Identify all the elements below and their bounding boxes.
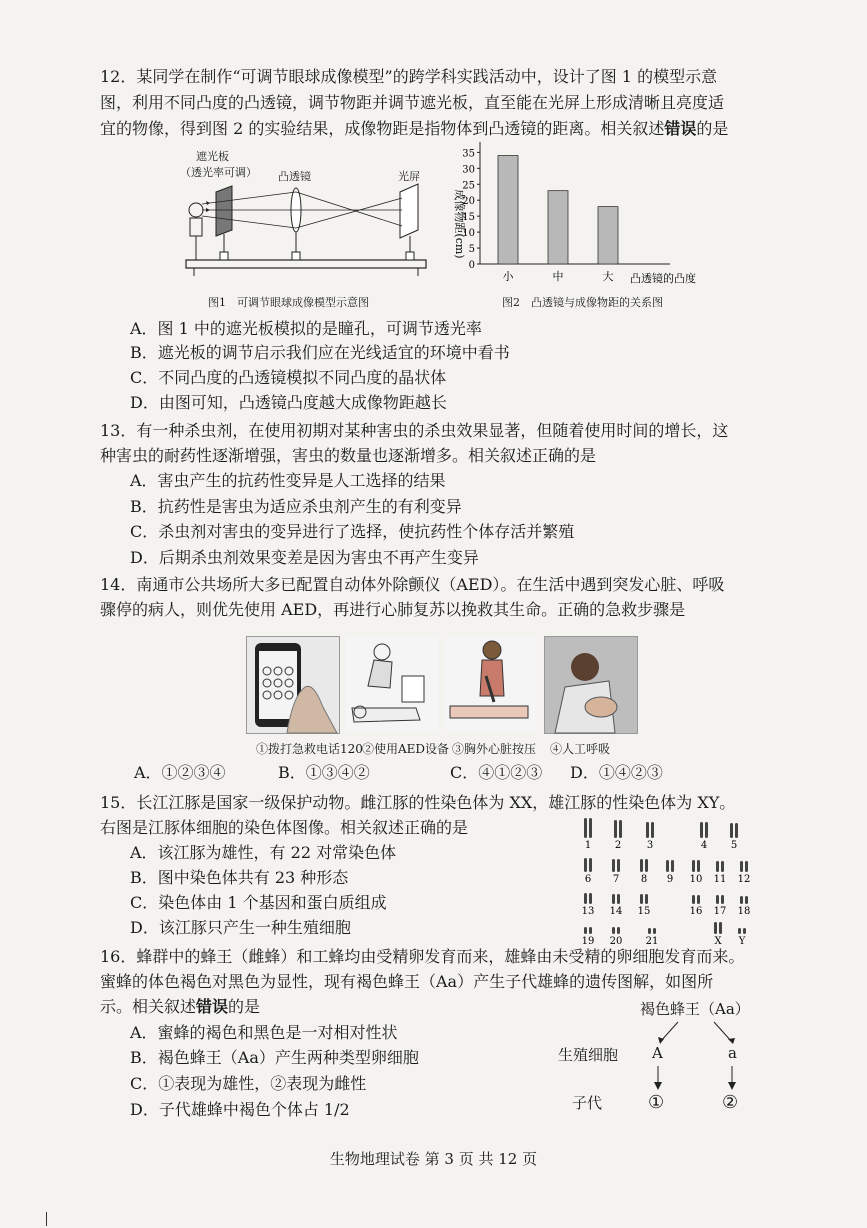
chart-category-label: 中 xyxy=(552,270,564,283)
q14-option-b[interactable]: B．①③④② xyxy=(278,763,370,782)
diagram-gamete-A: A xyxy=(652,1044,663,1062)
q13-option-a[interactable]: A．害虫产生的抗药性变异是人工选择的结果 xyxy=(130,471,446,490)
chromosome-label: 11 xyxy=(713,874,727,885)
chromosome-pair xyxy=(730,823,738,838)
chromosome-label: 4 xyxy=(700,840,708,851)
chart-ytick-label: 25 xyxy=(462,180,475,192)
figure-2-bar-chart xyxy=(440,136,730,296)
chromosome-label: 6 xyxy=(584,874,592,885)
rescue-breath-icon xyxy=(545,637,637,733)
chart-category-label: 小 xyxy=(502,270,514,283)
chromosome-label: 21 xyxy=(645,936,659,947)
chromosome-label: 13 xyxy=(581,906,595,917)
q12-option-a[interactable]: A．图 1 中的遮光板模拟的是瞳孔，可调节透光率 xyxy=(130,319,482,338)
figure-1-eye-model xyxy=(180,148,440,288)
eye-model-drawing xyxy=(180,148,440,288)
chromosome-label: 16 xyxy=(689,906,703,917)
figure-2-caption: 图2 凸透镜与成像物距的关系图 xyxy=(502,296,663,309)
q13-option-c[interactable]: C．杀虫剂对害虫的变异进行了选择，使抗药性个体存活并繁殖 xyxy=(130,522,575,541)
chromosome-pair xyxy=(584,893,592,904)
chromosome-label: 1 xyxy=(584,840,592,851)
chromosome-pair xyxy=(692,895,700,904)
margin-mark xyxy=(46,1212,47,1226)
q16-option-d[interactable]: D．子代雄蜂中褐色个体占 1/2 xyxy=(130,1100,350,1119)
chart-ytick-label: 30 xyxy=(462,164,475,176)
q16-stem-line2: 蜜蜂的体色褐色对黑色为显性，现有褐色蜂王（Aa）产生子代雄蜂的遗传图解，如图所 xyxy=(100,972,714,991)
chromosome-label: 17 xyxy=(713,906,727,917)
chromosome-pair xyxy=(584,858,592,872)
chromosome-label: 8 xyxy=(640,874,648,885)
chromosome-pair xyxy=(666,860,674,872)
chromosome-pair xyxy=(612,859,620,872)
chromosome-pair xyxy=(648,928,656,934)
diagram-offspring-2: ② xyxy=(722,1092,739,1113)
q15-stem-line2: 右图是江豚体细胞的染色体图像。相关叙述正确的是 xyxy=(100,818,469,837)
chromosome-pair xyxy=(716,861,724,872)
chromosome-pair xyxy=(716,895,724,904)
phone-icon xyxy=(247,637,339,733)
chromosome-label: Y xyxy=(738,936,746,947)
q12-stem-line1: 12．某同学在制作“可调节眼球成像模型”的跨学科实践活动中，设计了图 1 的模型示意 xyxy=(100,67,718,86)
q14-stem-line2: 骤停的病人，则优先使用 AED，再进行心肺复苏以挽救其生命。正确的急救步骤是 xyxy=(100,600,686,619)
chart-bar xyxy=(498,156,518,264)
photo-rescue-breathing xyxy=(544,636,638,734)
chromosome-pair xyxy=(714,922,722,934)
figure-1-caption: 图1 可调节眼球成像模型示意图 xyxy=(208,296,369,309)
q16-keyword-wrong: 错误 xyxy=(196,997,229,1016)
chromosome-pair xyxy=(612,927,620,934)
photo-aed xyxy=(346,636,438,732)
chart-ytick-label: 10 xyxy=(462,228,475,240)
chart-ytick-label: 35 xyxy=(462,148,475,160)
q12-option-d[interactable]: D．由图可知，凸透镜凸度越大成像物距越长 xyxy=(130,393,447,412)
q12-stem-line3: 宜的物像，得到图 2 的实验结果，成像物距是指物体到凸透镜的距离。相关叙述错误的是 xyxy=(100,119,729,138)
chromosome-pair xyxy=(614,820,622,838)
q12-stem-line2: 图，利用不同凸度的凸透镜，调节物距并调节遮光板，直至能在光屏上形成清晰且亮度适 xyxy=(100,93,725,112)
q14-option-c[interactable]: C．④①②③ xyxy=(450,763,543,782)
photo-cpr xyxy=(444,636,536,732)
label-shade: 遮光板 xyxy=(196,150,229,163)
chromosome-label: 2 xyxy=(614,840,622,851)
diagram-offspring-1: ① xyxy=(648,1092,665,1113)
q14-caption-3: ③胸外心脏按压 xyxy=(452,742,537,756)
photo-phone-call xyxy=(246,636,340,734)
chromosome-pair xyxy=(740,896,748,904)
chromosome-label: 14 xyxy=(609,906,623,917)
q16-option-c[interactable]: C．①表现为雄性，②表现为雌性 xyxy=(130,1074,367,1093)
q13-stem-line2: 种害虫的耐药性逐渐增强，害虫的数量也逐渐增多。相关叙述正确的是 xyxy=(100,446,597,465)
q15-option-b[interactable]: B．图中染色体共有 23 种形态 xyxy=(130,868,349,887)
aed-device-icon xyxy=(346,636,438,732)
chart-xlabel: 凸透镜的凸度 xyxy=(630,272,696,285)
chromosome-label: 5 xyxy=(730,840,738,851)
diagram-offspring-row-label: 子代 xyxy=(572,1094,603,1112)
karyotype-figure xyxy=(572,814,772,947)
q15-stem-line1: 15．长江江豚是国家一级保护动物。雌江豚的性染色体为 XX，雄江豚的性染色体为 XY。 xyxy=(100,793,736,812)
chromosome-label: 7 xyxy=(612,874,620,885)
page-footer: 生物地理试卷 第 3 页 共 12 页 xyxy=(329,1150,538,1168)
q14-caption-2: ②使用AED设备 xyxy=(362,742,450,756)
q12-option-b[interactable]: B．遮光板的调节启示我们应在光线适宜的环境中看书 xyxy=(130,343,510,362)
diagram-gamete-row-label: 生殖细胞 xyxy=(558,1046,619,1064)
q14-caption-4: ④人工呼吸 xyxy=(550,742,611,756)
chromosome-pair xyxy=(700,822,708,838)
q14-option-d[interactable]: D．①④②③ xyxy=(570,763,663,782)
chart-ytick-label: 20 xyxy=(462,196,475,208)
q13-option-b[interactable]: B．抗药性是害虫为适应杀虫剂产生的有利变异 xyxy=(130,497,462,516)
chromosome-label: 3 xyxy=(646,840,654,851)
chromosome-pair xyxy=(640,894,648,904)
q16-stem-line1: 16．蜂群中的蜂王（雌蜂）和工蜂均由受精卵发育而来，雄蜂由未受精的卵细胞发育而来。 xyxy=(100,947,745,966)
label-lens: 凸透镜 xyxy=(278,170,311,183)
genetic-diagram xyxy=(548,998,788,1120)
chromosome-label: 9 xyxy=(666,874,674,885)
chromosome-pair xyxy=(738,928,746,934)
diagram-arrows xyxy=(548,998,788,1120)
q15-option-a[interactable]: A．该江豚为雄性，有 22 对常染色体 xyxy=(130,843,397,862)
q16-stem-line3: 示。相关叙述错误的是 xyxy=(100,997,261,1016)
chart-category-label: 大 xyxy=(602,270,614,283)
chromosome-pair xyxy=(692,860,700,872)
cpr-icon xyxy=(444,636,536,732)
chromosome-pair xyxy=(646,822,654,838)
chart-ylabel: 成像物距(cm) xyxy=(453,189,466,259)
chromosome-label: 18 xyxy=(737,906,751,917)
q12-keyword-wrong: 错误 xyxy=(664,119,697,138)
diagram-parent: 褐色蜂王（Aa） xyxy=(640,1000,750,1018)
q14-caption-1: ①拨打急救电话120 xyxy=(256,742,363,756)
diagram-gamete-a: a xyxy=(728,1044,737,1062)
chart-bar xyxy=(548,191,568,264)
chart-ytick-label: 0 xyxy=(468,260,475,271)
q16-option-b[interactable]: B．褐色蜂王（Aa）产生两种类型卵细胞 xyxy=(130,1048,419,1067)
chromosome-pair xyxy=(584,927,592,934)
chromosome-pair xyxy=(740,861,748,872)
q15-option-d[interactable]: D．该江豚只产生一种生殖细胞 xyxy=(130,918,351,937)
chromosome-label: 12 xyxy=(737,874,751,885)
chromosome-pair xyxy=(640,859,648,872)
chromosome-label: X xyxy=(714,936,722,947)
chromosome-label: 15 xyxy=(637,906,651,917)
label-shade-sub: （透光率可调） xyxy=(180,166,257,179)
chart-ytick-label: 15 xyxy=(462,212,475,224)
q14-option-a[interactable]: A．①②③④ xyxy=(134,763,226,782)
chart-ytick-label: 5 xyxy=(468,244,475,256)
q15-option-c[interactable]: C．染色体由 1 个基因和蛋白质组成 xyxy=(130,893,387,912)
chromosome-label: 19 xyxy=(581,936,595,947)
chromosome-label: 10 xyxy=(689,874,703,885)
chromosome-pair xyxy=(612,894,620,904)
q13-stem-line1: 13．有一种杀虫剂，在使用初期对某种害虫的杀虫效果显著，但随着使用时间的增长，这 xyxy=(100,421,729,440)
chromosome-label: 20 xyxy=(609,936,623,947)
q14-stem-line1: 14．南通市公共场所大多已配置自动体外除颤仪（AED）。在生活中遇到突发心脏、呼吸 xyxy=(100,575,725,594)
q13-option-d[interactable]: D．后期杀虫剂效果变差是因为害虫不再产生变异 xyxy=(130,548,479,567)
label-screen: 光屏 xyxy=(398,170,420,183)
q12-option-c[interactable]: C．不同凸度的凸透镜模拟不同凸度的晶状体 xyxy=(130,368,447,387)
chromosome-pair xyxy=(584,818,592,838)
chart-bar xyxy=(598,207,618,264)
q16-option-a[interactable]: A．蜜蜂的褐色和黑色是一对相对性状 xyxy=(130,1023,398,1042)
